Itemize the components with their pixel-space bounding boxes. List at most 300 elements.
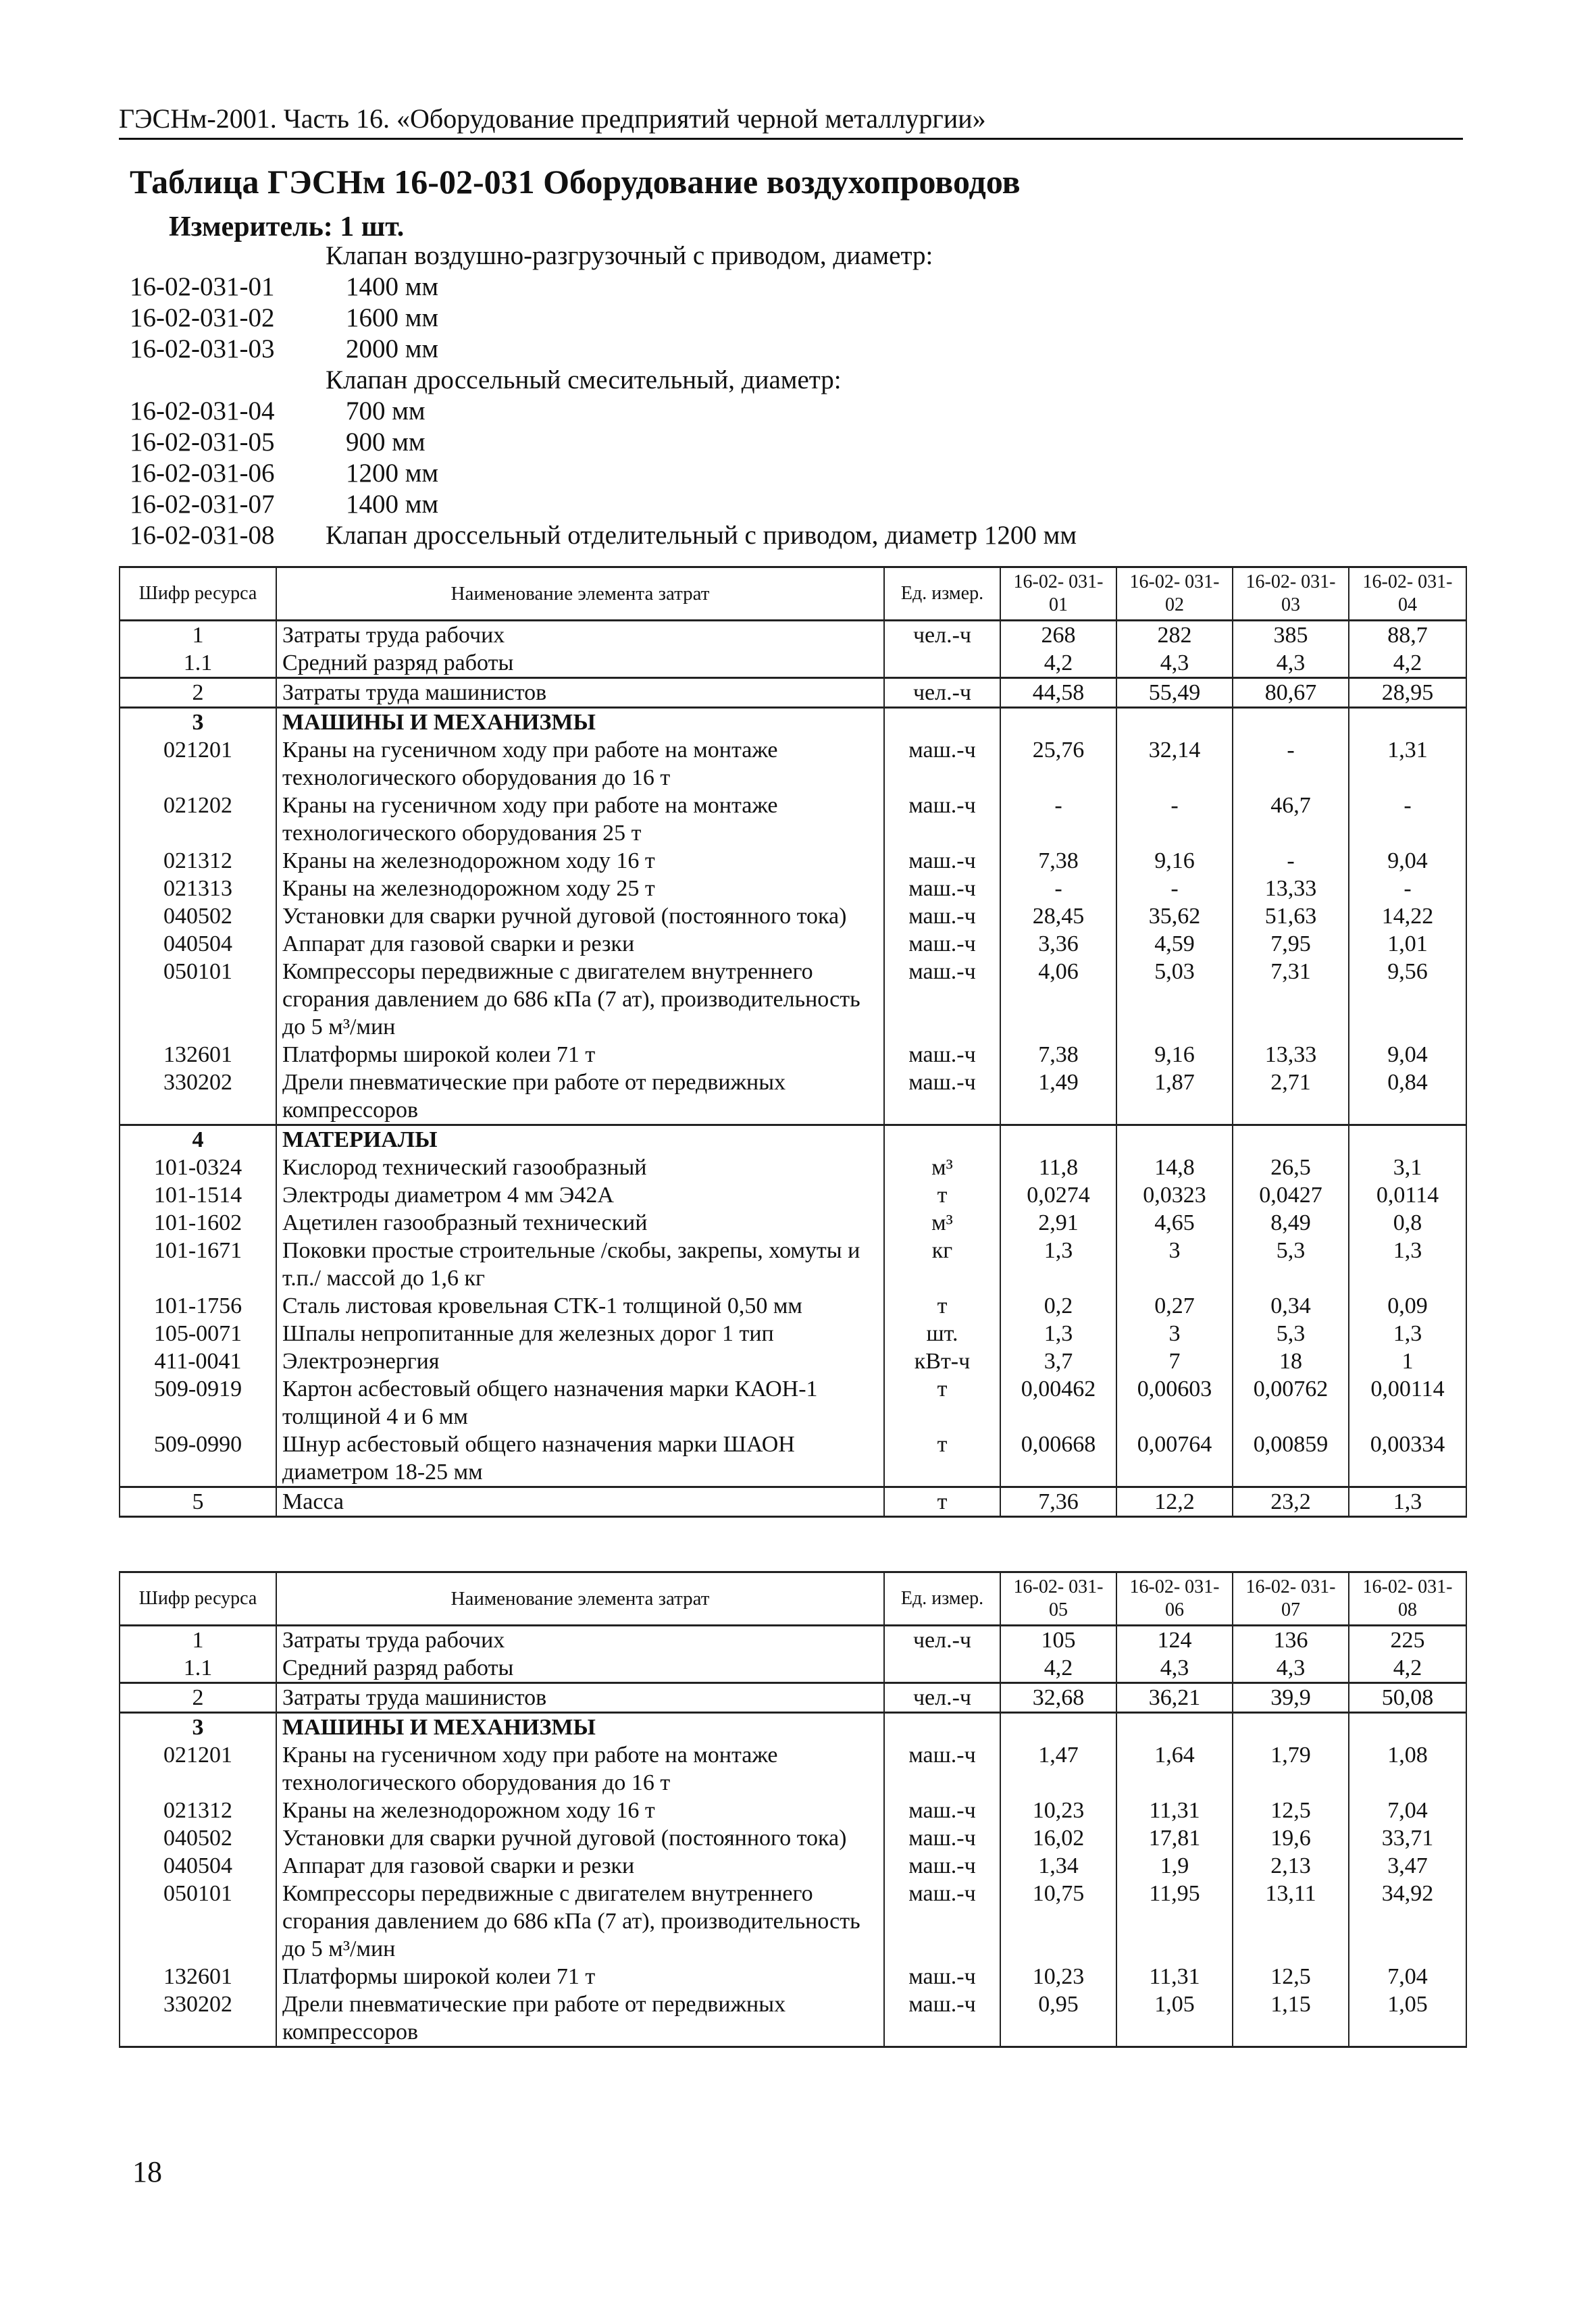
- table-row: [120, 708, 1466, 737]
- norm-value: 1,34: [1000, 1852, 1116, 1880]
- table-row: [120, 1375, 1466, 1431]
- norm-value: 7,95: [1233, 930, 1349, 958]
- norm-value: [1349, 1713, 1466, 1742]
- cost-element-name: Установки для сварки ручной дуговой (постоянного тока): [276, 902, 884, 930]
- intro-row: [130, 365, 1474, 396]
- measure-unit: м³: [884, 1209, 1000, 1237]
- norm-code: 16-02-031-03: [130, 334, 275, 363]
- resource-code: 040502: [120, 902, 276, 930]
- intro-row: [130, 427, 1474, 458]
- measure-unit: маш.-ч: [884, 1041, 1000, 1069]
- norm-value: 14,8: [1116, 1154, 1233, 1181]
- norm-code: 16-02-031-06: [130, 459, 275, 488]
- norm-value: -: [1233, 847, 1349, 875]
- norm-value: 18: [1233, 1347, 1349, 1375]
- norm-code: 16-02-031-04: [130, 396, 275, 426]
- intro-row: [130, 272, 1474, 303]
- norm-value: 16,02: [1000, 1824, 1116, 1852]
- norm-value: 0,00114: [1349, 1375, 1466, 1431]
- norm-value: -: [1349, 792, 1466, 847]
- measure-unit: чел.-ч: [884, 1626, 1000, 1655]
- norm-value: -: [1233, 736, 1349, 792]
- cost-element-name: Платформы широкой колеи 71 т: [276, 1041, 884, 1069]
- resource-code: 330202: [120, 1069, 276, 1125]
- measure-unit: маш.-ч: [884, 875, 1000, 902]
- norm-value: 1,9: [1116, 1852, 1233, 1880]
- col-norm-header: 16-02- 031-05: [1000, 1572, 1116, 1626]
- norm-value: 11,95: [1116, 1880, 1233, 1963]
- measure-unit: маш.-ч: [884, 958, 1000, 1041]
- norm-value: 12,2: [1116, 1487, 1233, 1517]
- resource-code: 040504: [120, 930, 276, 958]
- table-row: [120, 930, 1466, 958]
- norm-value: 1,3: [1349, 1237, 1466, 1292]
- norms-table-1: [119, 566, 1467, 1518]
- norm-value: 1,05: [1349, 1990, 1466, 2047]
- table-row: [120, 1741, 1466, 1797]
- norm-value: 1,01: [1349, 930, 1466, 958]
- norm-value: 0,00603: [1116, 1375, 1233, 1431]
- norm-value: 9,56: [1349, 958, 1466, 1041]
- norm-value: 39,9: [1233, 1683, 1349, 1713]
- resource-code: 021312: [120, 847, 276, 875]
- norm-value: 12,5: [1233, 1797, 1349, 1824]
- norm-value: 4,3: [1116, 1654, 1233, 1683]
- measure-unit: [884, 649, 1000, 678]
- table-row: [120, 1626, 1466, 1655]
- norm-value: -: [1116, 792, 1233, 847]
- norm-value: 4,3: [1233, 1654, 1349, 1683]
- col-norm-header: 16-02- 031-04: [1349, 567, 1466, 621]
- table-row: [120, 792, 1466, 847]
- norm-value: 13,33: [1233, 875, 1349, 902]
- norm-value: 13,33: [1233, 1041, 1349, 1069]
- table-row: [120, 1320, 1466, 1347]
- norm-value: 0,0427: [1233, 1181, 1349, 1209]
- norm-value: -: [1349, 875, 1466, 902]
- norm-value: 3,7: [1000, 1347, 1116, 1375]
- norm-value: 0,00668: [1000, 1431, 1116, 1487]
- resource-code: 050101: [120, 958, 276, 1041]
- table-row: [120, 1181, 1466, 1209]
- cost-element-name: Кислород технический газообразный: [276, 1154, 884, 1181]
- resource-code: 105-0071: [120, 1320, 276, 1347]
- table-row: [120, 1880, 1466, 1963]
- norm-value: 7,36: [1000, 1487, 1116, 1517]
- norm-value: 1,3: [1349, 1320, 1466, 1347]
- norm-value: 9,16: [1116, 847, 1233, 875]
- norm-value: 7,38: [1000, 847, 1116, 875]
- resource-code: 1: [120, 1626, 276, 1655]
- resource-code: 021312: [120, 1797, 276, 1824]
- norm-value: 1,47: [1000, 1741, 1116, 1797]
- norm-value: 0,34: [1233, 1292, 1349, 1320]
- unit-line: Измеритель: 1 шт.: [169, 211, 405, 242]
- cost-element-name: Средний разряд работы: [276, 1654, 884, 1683]
- norm-value: [1000, 708, 1116, 737]
- measure-unit: кг: [884, 1237, 1000, 1292]
- norm-value: 105: [1000, 1626, 1116, 1655]
- resource-code: 021201: [120, 1741, 276, 1797]
- table-row: [120, 875, 1466, 902]
- norm-value: 3,1: [1349, 1154, 1466, 1181]
- norm-value: -: [1000, 792, 1116, 847]
- norm-value: [1000, 1713, 1116, 1742]
- col-name-header: Наименование элемента затрат: [276, 567, 884, 621]
- intro-row: [130, 240, 1474, 272]
- table-row: [120, 1797, 1466, 1824]
- col-norm-header: 16-02- 031-02: [1116, 567, 1233, 621]
- resource-code: 021201: [120, 736, 276, 792]
- resource-code: 040504: [120, 1852, 276, 1880]
- norm-value: 1,05: [1116, 1990, 1233, 2047]
- col-name-header: Наименование элемента затрат: [276, 1572, 884, 1626]
- cost-element-name: Поковки простые строительные /скобы, закрепы, хомуты и т.п./ массой до 1,6 кг: [276, 1237, 884, 1292]
- resource-code: 021202: [120, 792, 276, 847]
- cost-element-name: Затраты труда машинистов: [276, 1683, 884, 1713]
- norm-value: 0,00462: [1000, 1375, 1116, 1431]
- table-row: [120, 1237, 1466, 1292]
- resource-code: 1.1: [120, 649, 276, 678]
- measure-unit: маш.-ч: [884, 736, 1000, 792]
- col-norm-header: 16-02- 031-08: [1349, 1572, 1466, 1626]
- norm-value: 11,31: [1116, 1963, 1233, 1990]
- norm-value: 11,8: [1000, 1154, 1116, 1181]
- norm-value: 26,5: [1233, 1154, 1349, 1181]
- resource-code: 101-1602: [120, 1209, 276, 1237]
- norm-value: 0,00762: [1233, 1375, 1349, 1431]
- cost-element-name: Сталь листовая кровельная СТК-1 толщиной 0,50 мм: [276, 1292, 884, 1320]
- norm-value: 1,87: [1116, 1069, 1233, 1125]
- norm-value: 10,23: [1000, 1963, 1116, 1990]
- norm-description: 700 мм: [346, 396, 426, 426]
- norm-value: 32,14: [1116, 736, 1233, 792]
- norm-value: 4,2: [1000, 1654, 1116, 1683]
- cost-element-name: Краны на гусеничном ходу при работе на монтаже технологического оборудования до 16 т: [276, 736, 884, 792]
- norm-value: 0,0114: [1349, 1181, 1466, 1209]
- table-row: [120, 1824, 1466, 1852]
- norm-value: 5,3: [1233, 1237, 1349, 1292]
- cost-element-name: МАШИНЫ И МЕХАНИЗМЫ: [276, 1713, 884, 1742]
- norm-value: 35,62: [1116, 902, 1233, 930]
- norm-value: 28,95: [1349, 678, 1466, 708]
- norm-value: 1,49: [1000, 1069, 1116, 1125]
- measure-unit: т: [884, 1375, 1000, 1431]
- table-row: [120, 902, 1466, 930]
- norm-value: 2,91: [1000, 1209, 1116, 1237]
- norm-value: 25,76: [1000, 736, 1116, 792]
- table-row: [120, 1654, 1466, 1683]
- norm-value: 124: [1116, 1626, 1233, 1655]
- cost-element-name: Краны на железнодорожном ходу 25 т: [276, 875, 884, 902]
- norm-value: 3,47: [1349, 1852, 1466, 1880]
- norm-value: 1,3: [1349, 1487, 1466, 1517]
- table-row: [120, 1041, 1466, 1069]
- measure-unit: чел.-ч: [884, 1683, 1000, 1713]
- table-row: [120, 1683, 1466, 1713]
- norm-value: 136: [1233, 1626, 1349, 1655]
- norm-description: Клапан воздушно-разгрузочный с приводом, диаметр:: [326, 241, 933, 270]
- cost-element-name: Краны на гусеничном ходу при работе на монтаже технологического оборудования до 16 т: [276, 1741, 884, 1797]
- norm-value: 0,00764: [1116, 1431, 1233, 1487]
- table-row: [120, 1431, 1466, 1487]
- norm-value: 385: [1233, 621, 1349, 650]
- resource-code: 2: [120, 678, 276, 708]
- table-row: [120, 958, 1466, 1041]
- norm-value: 14,22: [1349, 902, 1466, 930]
- norm-value: 7,38: [1000, 1041, 1116, 1069]
- norm-value: 3: [1116, 1237, 1233, 1292]
- norm-value: 4,59: [1116, 930, 1233, 958]
- cost-element-name: Платформы широкой колеи 71 т: [276, 1963, 884, 1990]
- intro-list: [130, 240, 1474, 551]
- norm-value: 4,65: [1116, 1209, 1233, 1237]
- norm-value: 0,0274: [1000, 1181, 1116, 1209]
- table-row: [120, 1347, 1466, 1375]
- norm-value: 28,45: [1000, 902, 1116, 930]
- measure-unit: т: [884, 1487, 1000, 1517]
- resource-code: 1: [120, 621, 276, 650]
- norm-code: 16-02-031-05: [130, 428, 275, 457]
- norm-value: [1233, 708, 1349, 737]
- cost-element-name: МАТЕРИАЛЫ: [276, 1125, 884, 1154]
- norm-code: 16-02-031-01: [130, 272, 275, 301]
- norm-description: 1200 мм: [346, 459, 439, 488]
- norm-value: 33,71: [1349, 1824, 1466, 1852]
- page-number: 18: [132, 2155, 162, 2188]
- norm-description: 900 мм: [346, 428, 426, 457]
- cost-element-name: Затраты труда машинистов: [276, 678, 884, 708]
- measure-unit: маш.-ч: [884, 792, 1000, 847]
- table-row: [120, 847, 1466, 875]
- measure-unit: чел.-ч: [884, 678, 1000, 708]
- resource-code: 509-0990: [120, 1431, 276, 1487]
- cost-element-name: Шнур асбестовый общего назначения марки ШАОН диаметром 18-25 мм: [276, 1431, 884, 1487]
- norm-value: 1,3: [1000, 1320, 1116, 1347]
- col-norm-header: 16-02- 031-03: [1233, 567, 1349, 621]
- norm-value: 32,68: [1000, 1683, 1116, 1713]
- norm-value: 80,67: [1233, 678, 1349, 708]
- norm-value: 46,7: [1233, 792, 1349, 847]
- norm-value: 51,63: [1233, 902, 1349, 930]
- cost-element-name: Дрели пневматические при работе от передвижных компрессоров: [276, 1990, 884, 2047]
- norm-value: 0,27: [1116, 1292, 1233, 1320]
- measure-unit: маш.-ч: [884, 902, 1000, 930]
- norm-value: [1116, 708, 1233, 737]
- norm-description: Клапан дроссельный смесительный, диаметр:: [326, 365, 842, 394]
- cost-element-name: Компрессоры передвижные с двигателем внутреннего сгорания давлением до 686 кПа (7 ат), производительность до 5 м³/мин: [276, 1880, 884, 1963]
- table-row: [120, 621, 1466, 650]
- norm-value: 2,13: [1233, 1852, 1349, 1880]
- norm-value: 7: [1116, 1347, 1233, 1375]
- norm-value: 88,7: [1349, 621, 1466, 650]
- norm-value: 0,0323: [1116, 1181, 1233, 1209]
- measure-unit: [884, 1713, 1000, 1742]
- table-row: [120, 1852, 1466, 1880]
- col-unit-header: Ед. измер.: [884, 1572, 1000, 1626]
- table-row: [120, 649, 1466, 678]
- norm-value: 5,3: [1233, 1320, 1349, 1347]
- measure-unit: маш.-ч: [884, 1852, 1000, 1880]
- norm-value: 3,36: [1000, 930, 1116, 958]
- col-code-header: Шифр ресурса: [120, 1572, 276, 1626]
- resource-code: 132601: [120, 1963, 276, 1990]
- table-row: [120, 1069, 1466, 1125]
- measure-unit: маш.-ч: [884, 1880, 1000, 1963]
- resource-code: 040502: [120, 1824, 276, 1852]
- resource-code: 101-1514: [120, 1181, 276, 1209]
- measure-unit: маш.-ч: [884, 930, 1000, 958]
- norms-table-2: [119, 1571, 1467, 2048]
- table-row: [120, 1487, 1466, 1517]
- norm-value: 282: [1116, 621, 1233, 650]
- norm-value: 17,81: [1116, 1824, 1233, 1852]
- cost-element-name: Краны на железнодорожном ходу 16 т: [276, 847, 884, 875]
- cost-element-name: Дрели пневматические при работе от передвижных компрессоров: [276, 1069, 884, 1125]
- norm-value: 1,79: [1233, 1741, 1349, 1797]
- norm-description: 2000 мм: [346, 334, 439, 363]
- cost-element-name: Аппарат для газовой сварки и резки: [276, 1852, 884, 1880]
- cost-element-name: Краны на железнодорожном ходу 16 т: [276, 1797, 884, 1824]
- col-unit-header: Ед. измер.: [884, 567, 1000, 621]
- norm-value: 34,92: [1349, 1880, 1466, 1963]
- resource-code: 1.1: [120, 1654, 276, 1683]
- resource-code: 101-0324: [120, 1154, 276, 1181]
- norm-value: 19,6: [1233, 1824, 1349, 1852]
- norm-value: 50,08: [1349, 1683, 1466, 1713]
- norm-value: [1349, 1125, 1466, 1154]
- norm-value: 1,08: [1349, 1741, 1466, 1797]
- measure-unit: кВт-ч: [884, 1347, 1000, 1375]
- resource-code: 2: [120, 1683, 276, 1713]
- norm-value: 4,2: [1349, 1654, 1466, 1683]
- norm-value: 268: [1000, 621, 1116, 650]
- cost-element-name: Компрессоры передвижные с двигателем внутреннего сгорания давлением до 686 кПа (7 ат), производительность до 5 м³/мин: [276, 958, 884, 1041]
- norm-value: 44,58: [1000, 678, 1116, 708]
- cost-element-name: Установки для сварки ручной дуговой (постоянного тока): [276, 1824, 884, 1852]
- resource-code: 101-1756: [120, 1292, 276, 1320]
- norm-value: 36,21: [1116, 1683, 1233, 1713]
- norm-value: 8,49: [1233, 1209, 1349, 1237]
- resource-code: 4: [120, 1125, 276, 1154]
- intro-row: [130, 458, 1474, 489]
- table-row: [120, 736, 1466, 792]
- col-code-header: Шифр ресурса: [120, 567, 276, 621]
- table-row: [120, 1713, 1466, 1742]
- norm-value: 0,8: [1349, 1209, 1466, 1237]
- norm-value: [1233, 1125, 1349, 1154]
- norm-value: 7,04: [1349, 1797, 1466, 1824]
- norm-value: 1,31: [1349, 736, 1466, 792]
- table-row: [120, 1963, 1466, 1990]
- cost-element-name: Затраты труда рабочих: [276, 621, 884, 650]
- cost-element-name: Картон асбестовый общего назначения марки КАОН-1 толщиной 4 и 6 мм: [276, 1375, 884, 1431]
- resource-code: 021313: [120, 875, 276, 902]
- intro-row: [130, 334, 1474, 365]
- norm-value: 1,3: [1000, 1237, 1116, 1292]
- measure-unit: м³: [884, 1154, 1000, 1181]
- norm-value: [1116, 1713, 1233, 1742]
- measure-unit: чел.-ч: [884, 621, 1000, 650]
- table-body: [120, 621, 1466, 1517]
- table-row: [120, 1125, 1466, 1154]
- resource-code: 411-0041: [120, 1347, 276, 1375]
- norm-value: 12,5: [1233, 1963, 1349, 1990]
- norm-value: 0,00859: [1233, 1431, 1349, 1487]
- norm-code: 16-02-031-08: [130, 521, 275, 550]
- measure-unit: [884, 1654, 1000, 1683]
- resource-code: 3: [120, 708, 276, 737]
- intro-row: [130, 396, 1474, 427]
- norm-value: 55,49: [1116, 678, 1233, 708]
- intro-row: [130, 303, 1474, 334]
- norm-value: [1116, 1125, 1233, 1154]
- intro-row: [130, 520, 1474, 551]
- norm-description: 1400 мм: [346, 490, 439, 519]
- cost-element-name: Ацетилен газообразный технический: [276, 1209, 884, 1237]
- measure-unit: маш.-ч: [884, 1963, 1000, 1990]
- table-header-row: [120, 1572, 1466, 1626]
- measure-unit: [884, 708, 1000, 737]
- table-row: [120, 1154, 1466, 1181]
- norm-value: 3: [1116, 1320, 1233, 1347]
- norm-value: 13,11: [1233, 1880, 1349, 1963]
- resource-code: 330202: [120, 1990, 276, 2047]
- norm-value: 225: [1349, 1626, 1466, 1655]
- cost-element-name: Краны на гусеничном ходу при работе на монтаже технологического оборудования 25 т: [276, 792, 884, 847]
- measure-unit: т: [884, 1292, 1000, 1320]
- table-header-row: [120, 567, 1466, 621]
- norm-description: 1400 мм: [346, 272, 439, 301]
- norm-value: 4,06: [1000, 958, 1116, 1041]
- norm-value: 4,3: [1116, 649, 1233, 678]
- norm-value: 7,31: [1233, 958, 1349, 1041]
- cost-element-name: Шпалы непропитанные для железных дорог 1 тип: [276, 1320, 884, 1347]
- table-row: [120, 1292, 1466, 1320]
- norm-value: [1233, 1713, 1349, 1742]
- norm-value: 0,00334: [1349, 1431, 1466, 1487]
- resource-code: 132601: [120, 1041, 276, 1069]
- norm-value: 9,16: [1116, 1041, 1233, 1069]
- table-row: [120, 678, 1466, 708]
- running-header: ГЭСНм-2001. Часть 16. «Оборудование предприятий черной металлургии»: [119, 101, 1463, 140]
- measure-unit: маш.-ч: [884, 847, 1000, 875]
- norm-value: 7,04: [1349, 1963, 1466, 1990]
- table-row: [120, 1990, 1466, 2047]
- cost-element-name: Затраты труда рабочих: [276, 1626, 884, 1655]
- norm-value: [1000, 1125, 1116, 1154]
- measure-unit: маш.-ч: [884, 1741, 1000, 1797]
- norm-value: 0,95: [1000, 1990, 1116, 2047]
- norm-value: -: [1000, 875, 1116, 902]
- measure-unit: маш.-ч: [884, 1069, 1000, 1125]
- norm-value: [1349, 708, 1466, 737]
- norm-value: 0,84: [1349, 1069, 1466, 1125]
- cost-element-name: Электроды диаметром 4 мм Э42А: [276, 1181, 884, 1209]
- norm-value: 4,3: [1233, 649, 1349, 678]
- norm-value: 0,09: [1349, 1292, 1466, 1320]
- norm-value: 9,04: [1349, 847, 1466, 875]
- norm-description: Клапан дроссельный отделительный с приводом, диаметр 1200 мм: [326, 521, 1077, 550]
- resource-code: 5: [120, 1487, 276, 1517]
- resource-code: 101-1671: [120, 1237, 276, 1292]
- norm-value: 1,64: [1116, 1741, 1233, 1797]
- norm-code: 16-02-031-07: [130, 490, 275, 519]
- norm-value: 0,2: [1000, 1292, 1116, 1320]
- norm-value: 23,2: [1233, 1487, 1349, 1517]
- table-title: Таблица ГЭСНм 16-02-031 Оборудование воздухопроводов: [130, 163, 1021, 201]
- measure-unit: маш.-ч: [884, 1797, 1000, 1824]
